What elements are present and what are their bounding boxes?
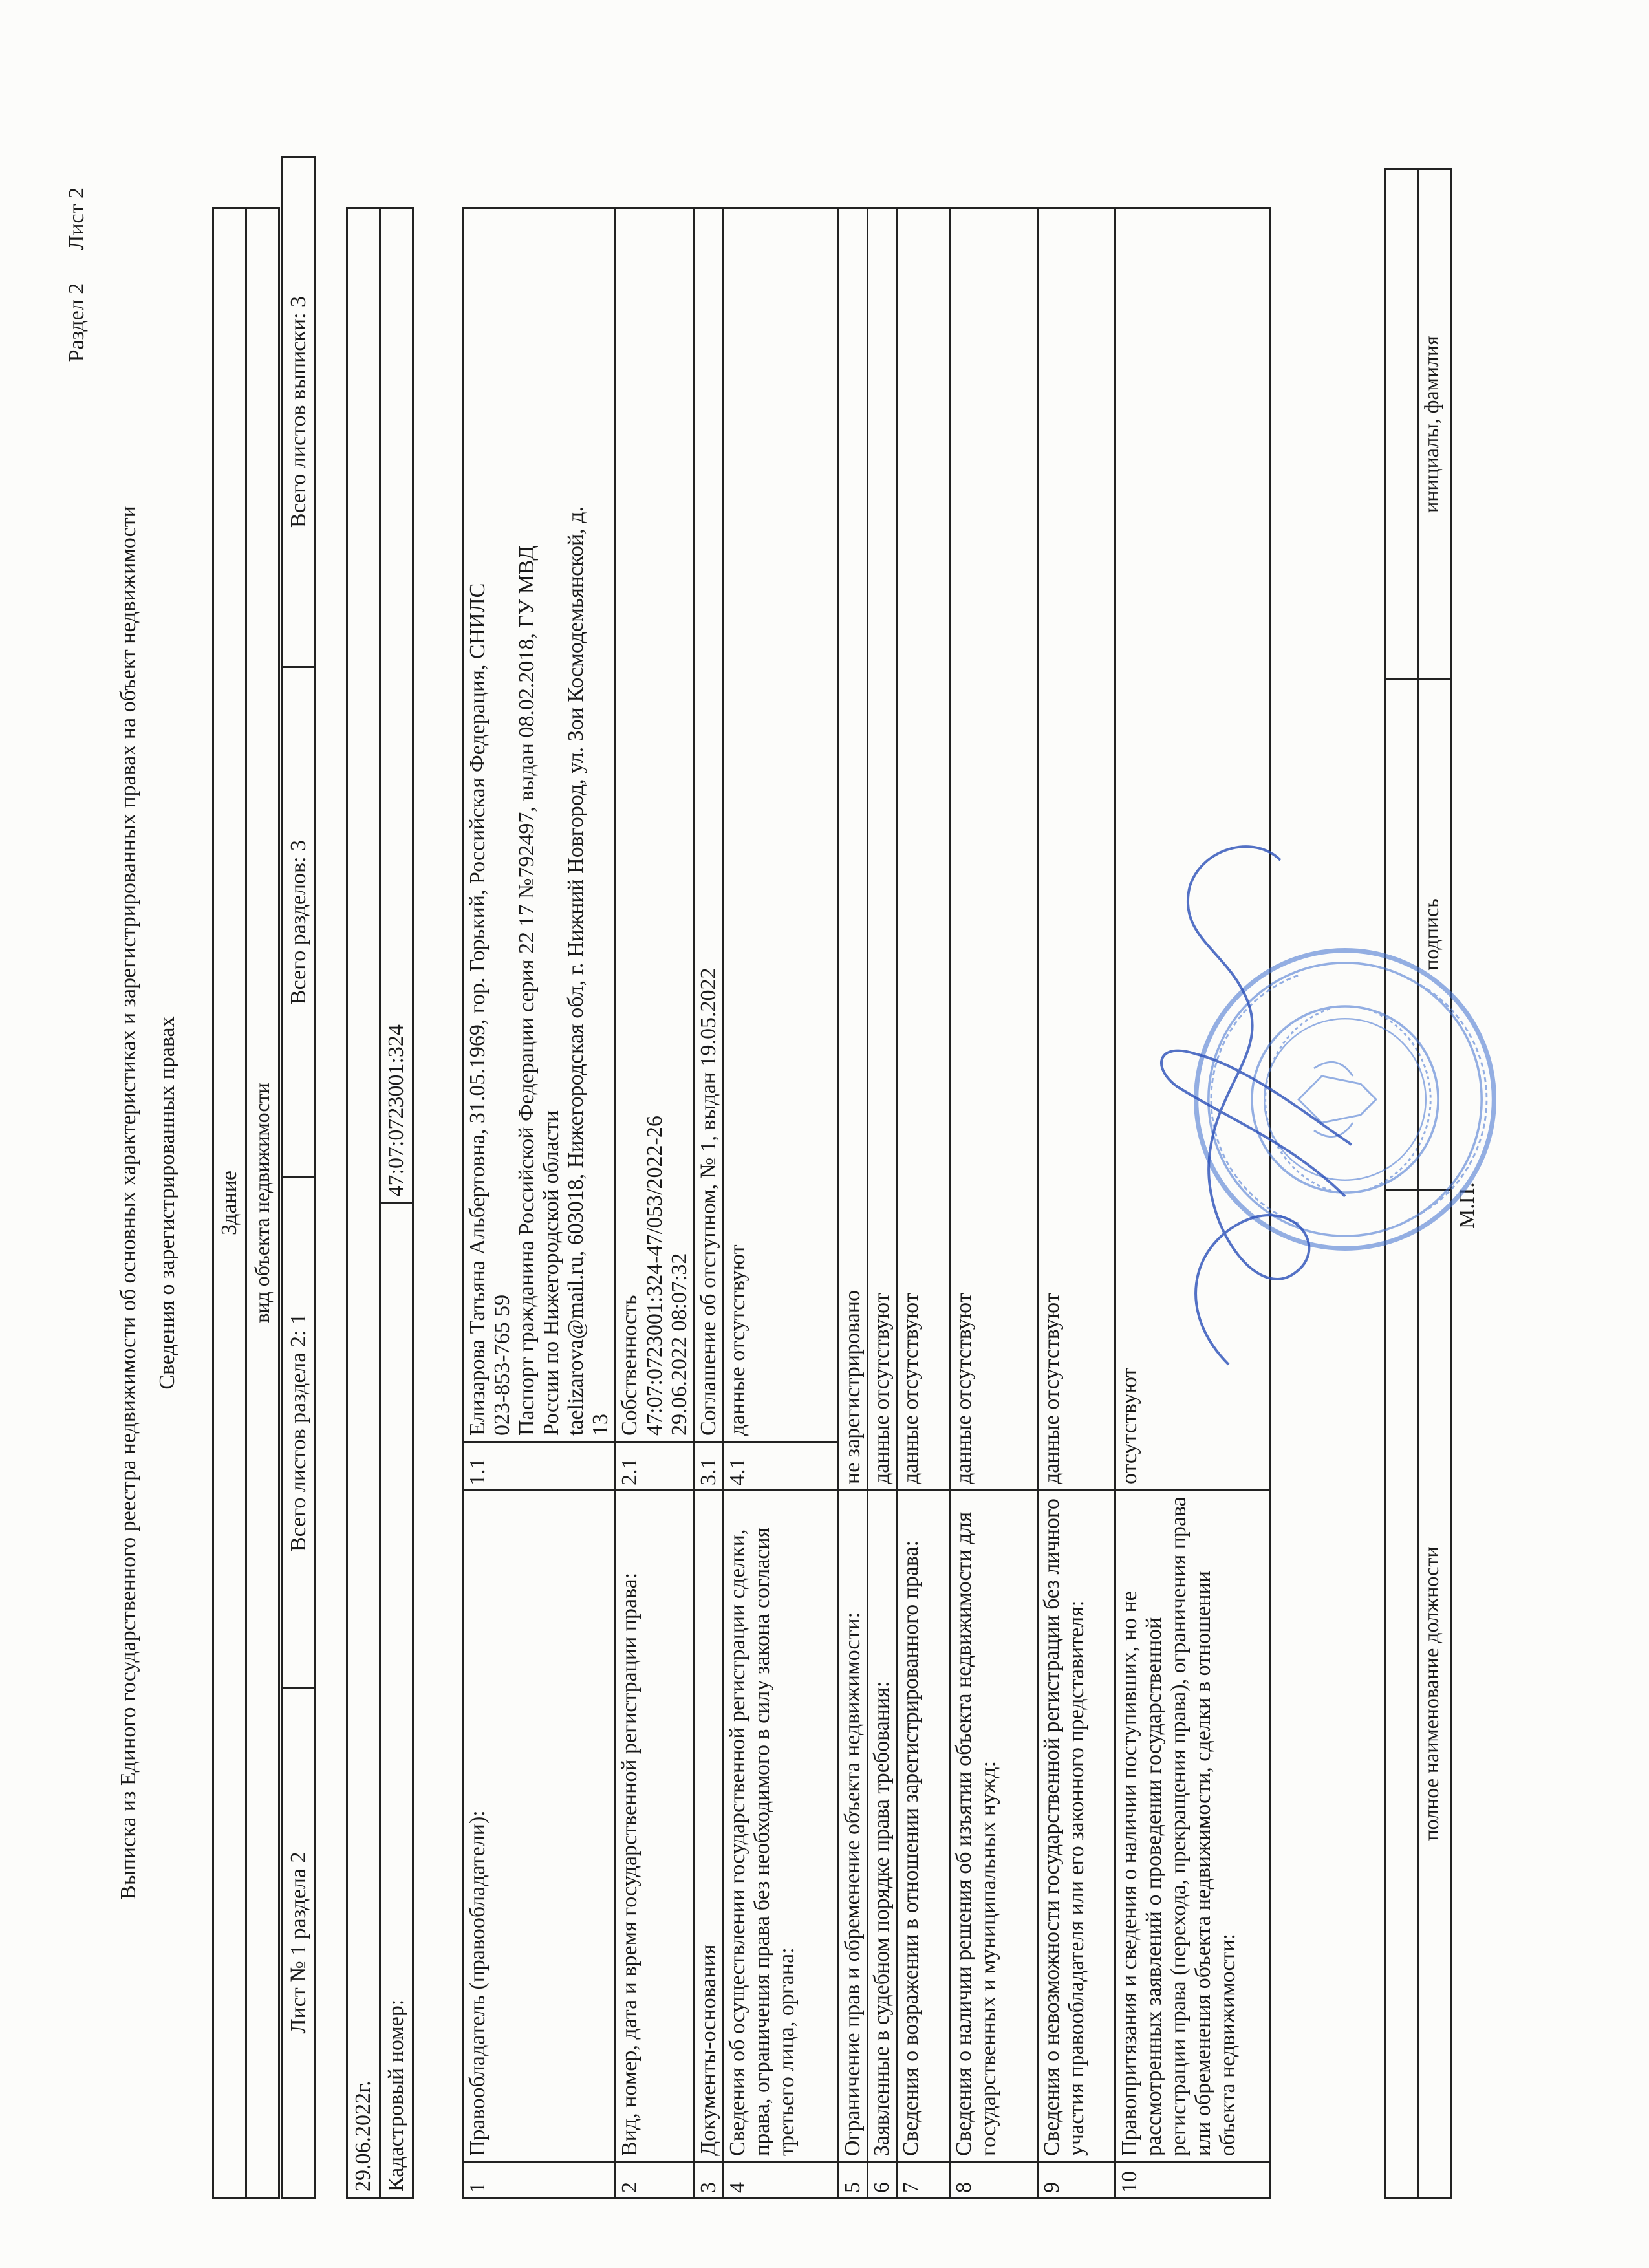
row-label: Правопритязания и сведения о наличии поступивших, но не рассмотренных заявлений о проведении государственной регистрации права (перехода, прекращения права), ограничения права или обременения объекта недвижимости, сделки в отношении объекта недвижимости: — [1115, 1491, 1270, 2163]
object-kind: Здание — [213, 208, 246, 2198]
table-row — [949, 208, 1037, 2198]
row-value-line: 29.06.2022 08:07:32 — [667, 1253, 691, 1436]
row-value — [616, 208, 694, 1442]
table-row — [896, 208, 949, 2198]
section-sheet-label — [65, 188, 89, 362]
sheets-in-section: Всего листов раздела 2: 1 — [283, 1178, 316, 1688]
seal-caption: М.П. — [1455, 1182, 1479, 1229]
cadastral-label: Кадастровый номер: — [380, 1203, 413, 2198]
row-value-line: 13 — [588, 1414, 613, 1436]
name-field — [1385, 169, 1418, 680]
row-value-line: отсутствуют — [1117, 1367, 1141, 1484]
extract-date: 29.06.2022г. — [347, 208, 380, 2198]
row-value — [694, 208, 723, 1442]
table-row — [464, 208, 616, 2198]
row-number: 1 — [464, 2163, 616, 2198]
section-label: Раздел 2 — [65, 283, 89, 362]
row-label: Сведения о возражении в отношении зарегистрированного права: — [896, 1491, 949, 2163]
row-value-line: данные отсутствуют — [869, 1293, 894, 1484]
row-label: Вид, номер, дата и время государственной регистрации права: — [616, 1491, 694, 2163]
row-value — [464, 208, 616, 1442]
row-label: Сведения о невозможности государственной регистрации без личного участия правообладателя или его законного представителя: — [1037, 1491, 1115, 2163]
row-value-line: Елизарова Татьяна Альбертовна, 31.05.1969, гор. Горький, Российская Федерация, СНИЛС — [466, 583, 490, 1436]
table-row — [616, 208, 694, 2198]
sections-total: Всего разделов: 3 — [283, 667, 316, 1178]
name-caption: инициалы, фамилия — [1418, 169, 1451, 680]
row-number: 5 — [838, 2163, 867, 2198]
rotated-document-page — [65, 103, 1591, 2199]
row-value-line: 023-853-765 59 — [490, 1294, 515, 1436]
row-value-line: не зарегистрировано — [840, 1290, 865, 1484]
row-number: 6 — [867, 2163, 896, 2198]
handwritten-signature-icon — [1099, 808, 1371, 1390]
table-row — [867, 208, 896, 2198]
row-subnumber: 1.1 — [464, 1442, 616, 1491]
object-kind-table — [212, 207, 280, 2199]
row-value — [896, 208, 949, 1491]
row-number: 8 — [949, 2163, 1037, 2198]
row-value-line: taelizarova@mail.ru, 603018, Нижегородская обл, г. Нижний Новгород, ул. Зои Космодемьянской, д. — [564, 506, 588, 1436]
row-value-line: Паспорт гражданина Российской Федерации серия 22 17 №792497, выдан 08.02.2018, ГУ МВД — [515, 545, 539, 1436]
row-subnumber: 3.1 — [694, 1442, 723, 1491]
row-number: 7 — [896, 2163, 949, 2198]
row-value — [723, 208, 838, 1442]
row-number: 4 — [723, 2163, 838, 2198]
row-value-line: данные отсутствуют — [725, 1244, 749, 1436]
object-kind-caption: вид объекта недвижимости — [246, 208, 279, 2198]
date-cadastral-table — [346, 207, 414, 2199]
row-number: 9 — [1037, 2163, 1115, 2198]
sheet-label: Лист 2 — [65, 188, 89, 250]
row-value-line: данные отсутствуют — [951, 1293, 976, 1484]
table-row — [838, 208, 867, 2198]
sheets-info-table — [281, 156, 316, 2199]
table-row — [694, 208, 723, 2198]
row-subnumber: 2.1 — [616, 1442, 694, 1491]
row-label: Правообладатель (правообладатели): — [464, 1491, 616, 2163]
row-value — [838, 208, 867, 1491]
sheet-number: Лист № 1 раздела 2 — [283, 1688, 316, 2198]
row-value — [949, 208, 1037, 1491]
row-label: Ограничение прав и обременение объекта недвижимости: — [838, 1491, 867, 2163]
position-caption: полное наименование должности — [1418, 1190, 1451, 2198]
row-value-line: 47:07:0723001:324-47/053/2022-26 — [642, 1116, 667, 1436]
signature-caption: подпись — [1418, 680, 1451, 1190]
row-label: Документы-основания — [694, 1491, 723, 2163]
row-value-line: данные отсутствуют — [1039, 1293, 1064, 1484]
row-value-line: России по Нижегородской области — [539, 1110, 564, 1436]
row-value — [867, 208, 896, 1491]
row-number: 2 — [616, 2163, 694, 2198]
row-label: Сведения о наличии решения об изъятии объекта недвижимости для государственных и муниципальных нужд: — [949, 1491, 1037, 2163]
document-subtitle: Сведения о зарегистрированных правах — [155, 1016, 179, 1390]
row-number: 3 — [694, 2163, 723, 2198]
row-subnumber: 4.1 — [723, 1442, 838, 1491]
sheets-total: Всего листов выписки: 3 — [283, 157, 316, 667]
row-label: Сведения об осуществлении государственной регистрации сделки, права, ограничения права без необходимого в силу закона согласия третьего лица, органа: — [723, 1491, 838, 2163]
row-label: Заявленные в судебном порядке права требования: — [867, 1491, 896, 2163]
row-value-line: Соглашение об отступном, № 1, выдан 19.05.2022 — [696, 967, 720, 1436]
table-row — [723, 208, 838, 2198]
document-title: Выписка из Единого государственного реестра недвижимости об основных характеристиках и зарегистрированных правах на объект недвижимости — [116, 506, 140, 1900]
cadastral-number: 47:07:0723001:324 — [380, 208, 413, 1204]
position-field — [1385, 1190, 1418, 2198]
row-number: 10 — [1115, 2163, 1270, 2198]
row-value-line: данные отсутствуют — [898, 1293, 923, 1484]
row-value-line: Собственность — [618, 1295, 642, 1436]
